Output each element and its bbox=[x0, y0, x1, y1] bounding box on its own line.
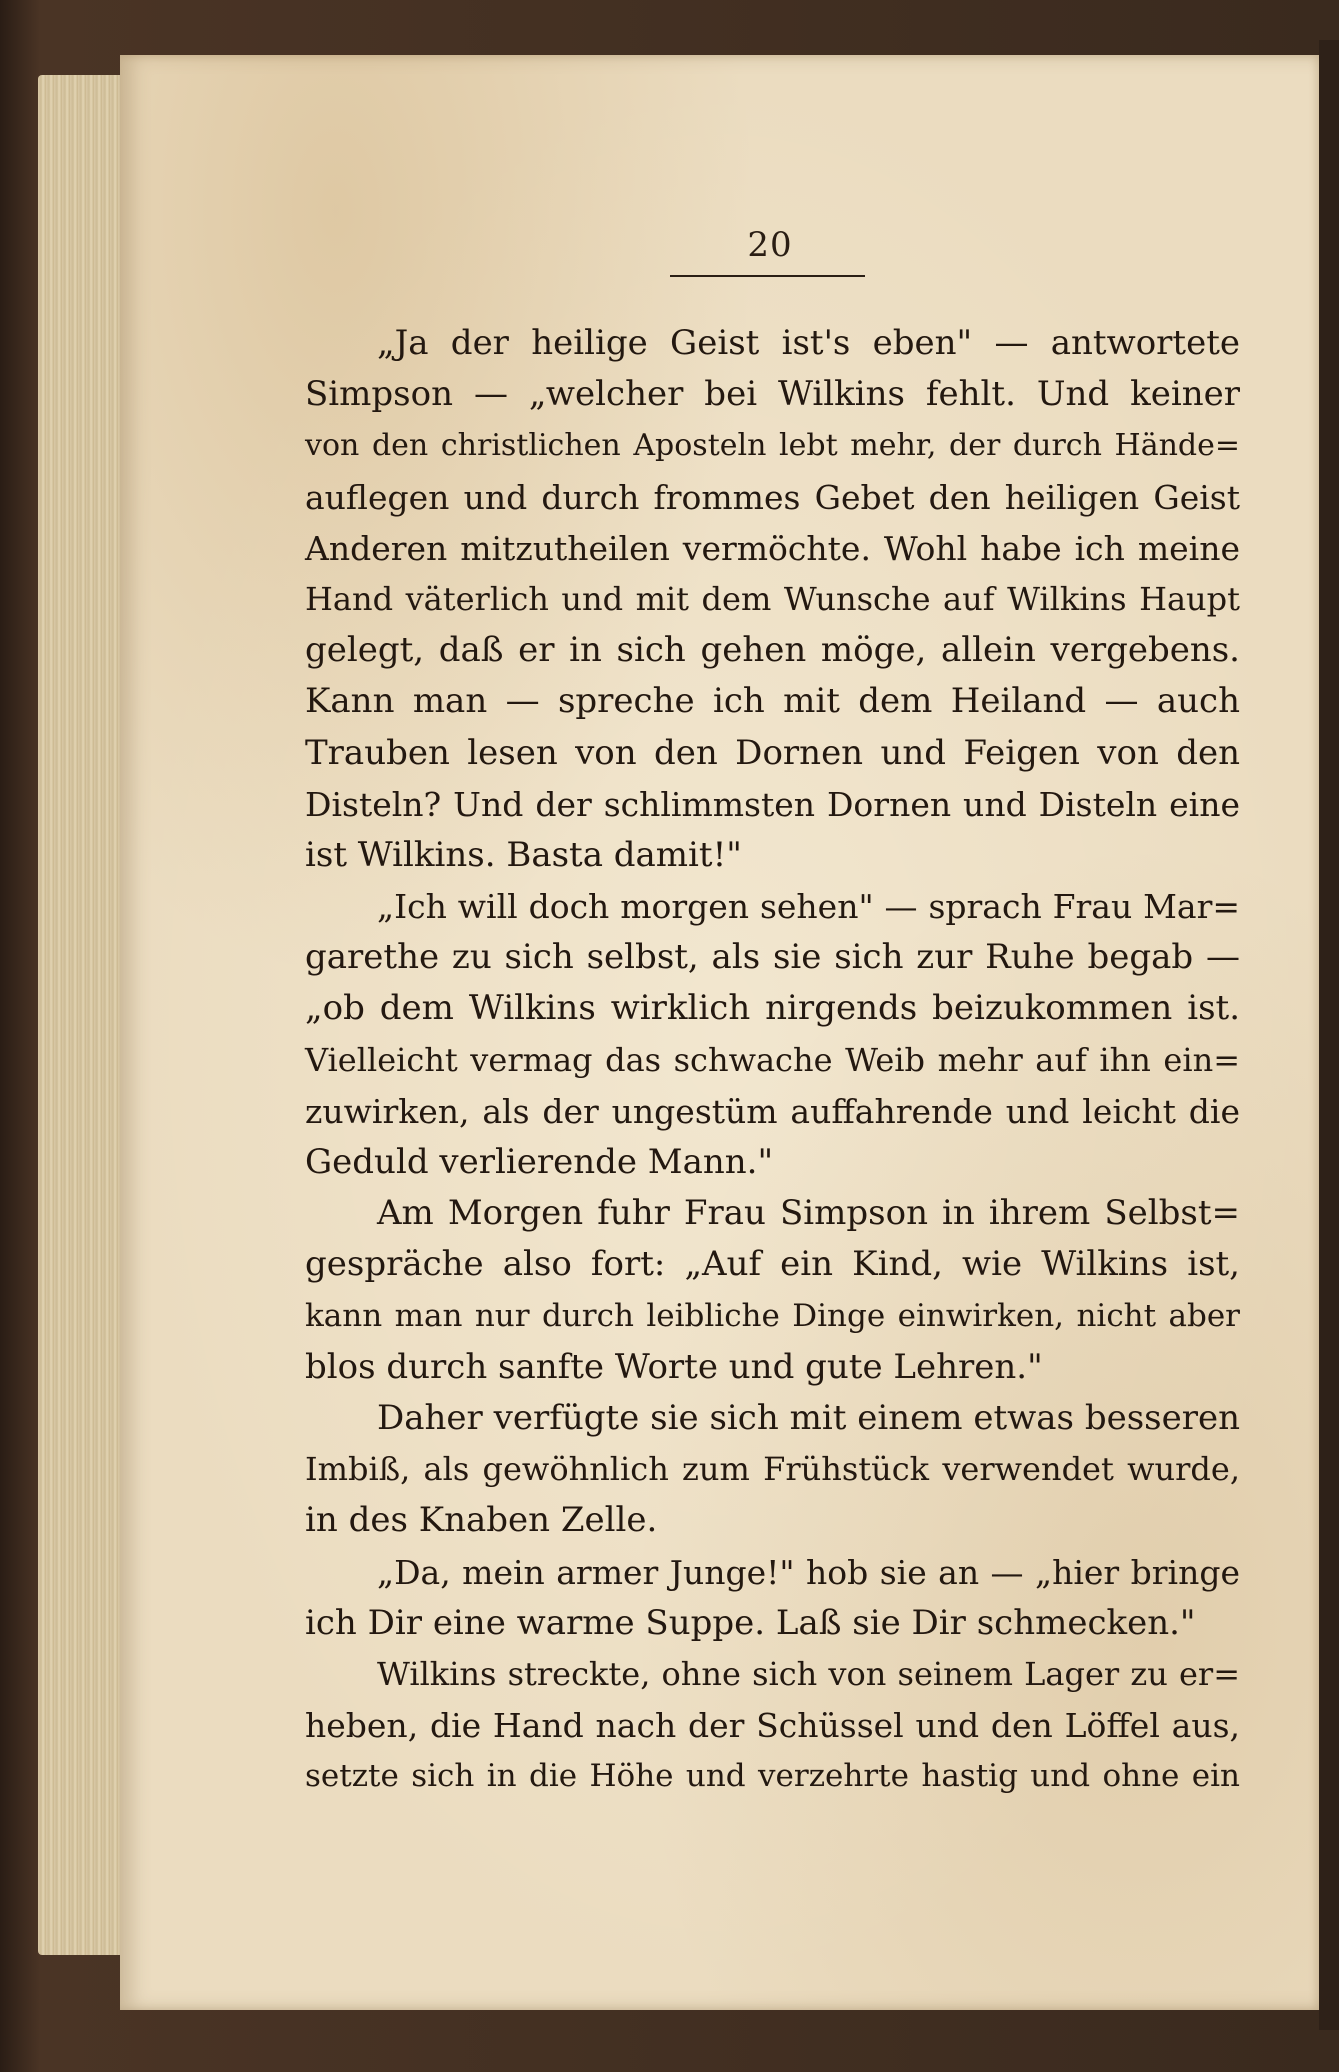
text-line: setzte sich in die Höhe und verzehrte hastig und ohne ein bbox=[305, 1758, 1240, 1795]
text-line: ich Dir eine warme Suppe. Laß sie Dir schmecken." bbox=[305, 1602, 1196, 1643]
text-line: „ob dem Wilkins wirklich nirgends beizukommen ist. bbox=[305, 988, 1240, 1029]
text-line: „Ja der heilige Geist ist's eben" — antwortete bbox=[377, 323, 1240, 363]
header-rule bbox=[670, 275, 865, 277]
text-line: Imbiß, als gewöhnlich zum Frühstück verwendet wurde, bbox=[305, 1450, 1240, 1489]
book-cover-edge bbox=[1319, 40, 1339, 2030]
text-line: auflegen und durch frommes Gebet den heiligen Geist bbox=[305, 477, 1240, 517]
text-line: blos durch sanfte Worte und gute Lehren." bbox=[305, 1346, 1043, 1387]
text-line: Wilkins streckte, ohne sich von seinem Lager zu er= bbox=[377, 1654, 1240, 1693]
text-line: in des Knaben Zelle. bbox=[305, 1500, 658, 1541]
text-line: „Ich will doch morgen sehen" — sprach Frau Mar= bbox=[377, 887, 1240, 927]
text-line: gespräche also fort: „Auf ein Kind, wie Wilkins ist, bbox=[305, 1244, 1240, 1285]
text-line: ist Wilkins. Basta damit!" bbox=[305, 834, 742, 875]
body-text bbox=[305, 318, 1240, 1802]
text-line: „Da, mein armer Junge!" hob sie an — „hier bringe bbox=[377, 1552, 1240, 1592]
text-line: heben, die Hand nach der Schüssel und den Löffel aus, bbox=[305, 1706, 1240, 1746]
text-line: von den christlichen Aposteln lebt mehr, der durch Hände= bbox=[305, 428, 1240, 464]
text-line: Hand väterlich und mit dem Wunsche auf Wilkins Haupt bbox=[305, 579, 1240, 618]
text-line: gelegt, daß er in sich gehen möge, allein vergebens. bbox=[305, 630, 1240, 671]
text-line: garethe zu sich selbst, als sie sich zur Ruhe begab — bbox=[305, 937, 1240, 978]
text-line: kann man nur durch leibliche Dinge einwirken, nicht aber bbox=[305, 1297, 1240, 1334]
text-line: Anderen mitzutheilen vermöchte. Wohl habe ich meine bbox=[305, 528, 1240, 568]
text-line: Am Morgen fuhr Frau Simpson in ihrem Selbst= bbox=[377, 1193, 1240, 1234]
text-line: Disteln? Und der schlimmsten Dornen und Disteln eine bbox=[305, 784, 1240, 824]
text-line: Simpson — „welcher bei Wilkins fehlt. Und keiner bbox=[305, 374, 1240, 415]
text-line: Trauben lesen von den Dornen und Feigen von den bbox=[305, 732, 1240, 773]
page-number: 20 bbox=[747, 225, 793, 265]
text-line: zuwirken, als der ungestüm auffahrende und leicht die bbox=[305, 1091, 1240, 1131]
text-line: Kann man — spreche ich mit dem Heiland — auch bbox=[305, 681, 1240, 722]
text-line: Geduld verlierende Mann." bbox=[305, 1142, 774, 1182]
text-line: Vielleicht vermag das schwache Weib mehr auf ihn ein= bbox=[305, 1040, 1240, 1079]
text-line: Daher verfügte sie sich mit einem etwas besseren bbox=[377, 1397, 1240, 1438]
